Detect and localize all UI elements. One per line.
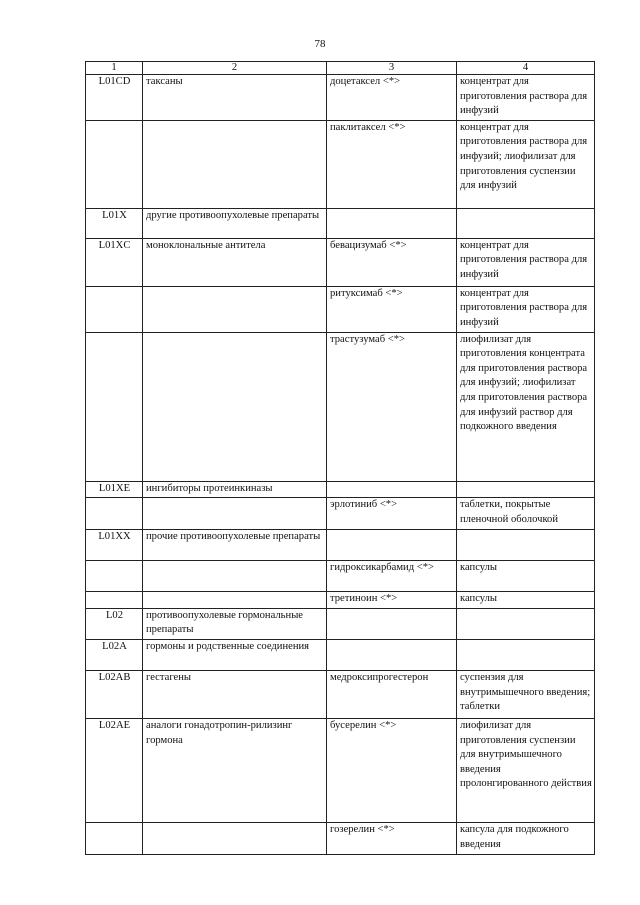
group-cell (143, 561, 327, 592)
atc-code-cell: L01X (86, 208, 143, 238)
atc-code-cell (86, 332, 143, 481)
table-header-row (86, 62, 595, 75)
drug-cell: третиноин <*> (327, 592, 457, 609)
drug-table (85, 61, 595, 855)
drug-cell: гозерелин <*> (327, 822, 457, 854)
drug-cell: ритуксимаб <*> (327, 286, 457, 332)
dosage-form-cell: концентрат для приготовления раствора для инфузий (457, 238, 595, 286)
group-cell: гормоны и родственные соединения (143, 639, 327, 670)
atc-code-cell: L01XC (86, 238, 143, 286)
drug-cell: медроксипрогестерон (327, 670, 457, 718)
drug-cell (327, 639, 457, 670)
drug-cell: бевацизумаб <*> (327, 238, 457, 286)
dosage-form-cell (457, 208, 595, 238)
table-row (86, 718, 595, 822)
dosage-form-cell (457, 608, 595, 639)
group-cell: прочие противоопухолевые препараты (143, 530, 327, 561)
atc-code-cell: L02AB (86, 670, 143, 718)
drug-cell (327, 481, 457, 498)
drug-cell (327, 208, 457, 238)
dosage-form-cell: капсула для подкожного введения (457, 822, 595, 854)
dosage-form-cell: таблетки, покрытые пленочной оболочкой (457, 498, 595, 530)
table-row (86, 332, 595, 481)
table-row (86, 498, 595, 530)
column-header: 3 (327, 62, 457, 75)
table-row (86, 530, 595, 561)
atc-code-cell (86, 561, 143, 592)
atc-code-cell: L02A (86, 639, 143, 670)
table-row (86, 561, 595, 592)
drug-cell: паклитаксел <*> (327, 120, 457, 208)
dosage-form-cell: капсулы (457, 561, 595, 592)
atc-code-cell: L01XE (86, 481, 143, 498)
group-cell (143, 592, 327, 609)
dosage-form-cell: концентрат для приготовления раствора для инфузий (457, 75, 595, 121)
column-header: 4 (457, 62, 595, 75)
page-number: 78 (314, 38, 326, 50)
dosage-form-cell: лиофилизат для приготовления суспензии для внутримышечного введения пролонгированного действия (457, 718, 595, 822)
table-row (86, 608, 595, 639)
atc-code-cell: L02 (86, 608, 143, 639)
group-cell (143, 120, 327, 208)
group-cell: таксаны (143, 75, 327, 121)
atc-code-cell: L02AE (86, 718, 143, 822)
drug-cell: доцетаксел <*> (327, 75, 457, 121)
group-cell (143, 332, 327, 481)
table-row (86, 120, 595, 208)
drug-cell (327, 608, 457, 639)
table-row (86, 75, 595, 121)
drug-cell: гидроксикарбамид <*> (327, 561, 457, 592)
dosage-form-cell (457, 530, 595, 561)
column-header: 1 (86, 62, 143, 75)
group-cell: ингибиторы протеинкиназы (143, 481, 327, 498)
drug-cell: эрлотиниб <*> (327, 498, 457, 530)
dosage-form-cell: суспензия для внутримышечного введения; таблетки (457, 670, 595, 718)
table-row (86, 639, 595, 670)
group-cell (143, 286, 327, 332)
column-header: 2 (143, 62, 327, 75)
atc-code-cell (86, 498, 143, 530)
drug-cell: бусерелин <*> (327, 718, 457, 822)
table-row (86, 822, 595, 854)
dosage-form-cell: концентрат для приготовления раствора для инфузий; лиофилизат для приготовления суспензии для инфузий (457, 120, 595, 208)
atc-code-cell (86, 286, 143, 332)
dosage-form-cell (457, 481, 595, 498)
table-row (86, 238, 595, 286)
drug-cell (327, 530, 457, 561)
table-row (86, 481, 595, 498)
dosage-form-cell (457, 639, 595, 670)
group-cell (143, 498, 327, 530)
group-cell: противоопухолевые гормональные препараты (143, 608, 327, 639)
group-cell: другие противоопухолевые препараты (143, 208, 327, 238)
atc-code-cell: L01CD (86, 75, 143, 121)
group-cell (143, 822, 327, 854)
dosage-form-cell: капсулы (457, 592, 595, 609)
dosage-form-cell: лиофилизат для приготовления концентрата для приготовления раствора для инфузий; лиофилизат для приготовления раствора для инфузий раствор для подкожного введения (457, 332, 595, 481)
atc-code-cell: L01XX (86, 530, 143, 561)
atc-code-cell (86, 592, 143, 609)
atc-code-cell (86, 822, 143, 854)
group-cell: гестагены (143, 670, 327, 718)
drug-cell: трастузумаб <*> (327, 332, 457, 481)
group-cell: моноклональные антитела (143, 238, 327, 286)
dosage-form-cell: концентрат для приготовления раствора для инфузий (457, 286, 595, 332)
table-row (86, 208, 595, 238)
atc-code-cell (86, 120, 143, 208)
table-row (86, 670, 595, 718)
group-cell: аналоги гонадотропин-рилизинг гормона (143, 718, 327, 822)
table-row (86, 592, 595, 609)
table-row (86, 286, 595, 332)
